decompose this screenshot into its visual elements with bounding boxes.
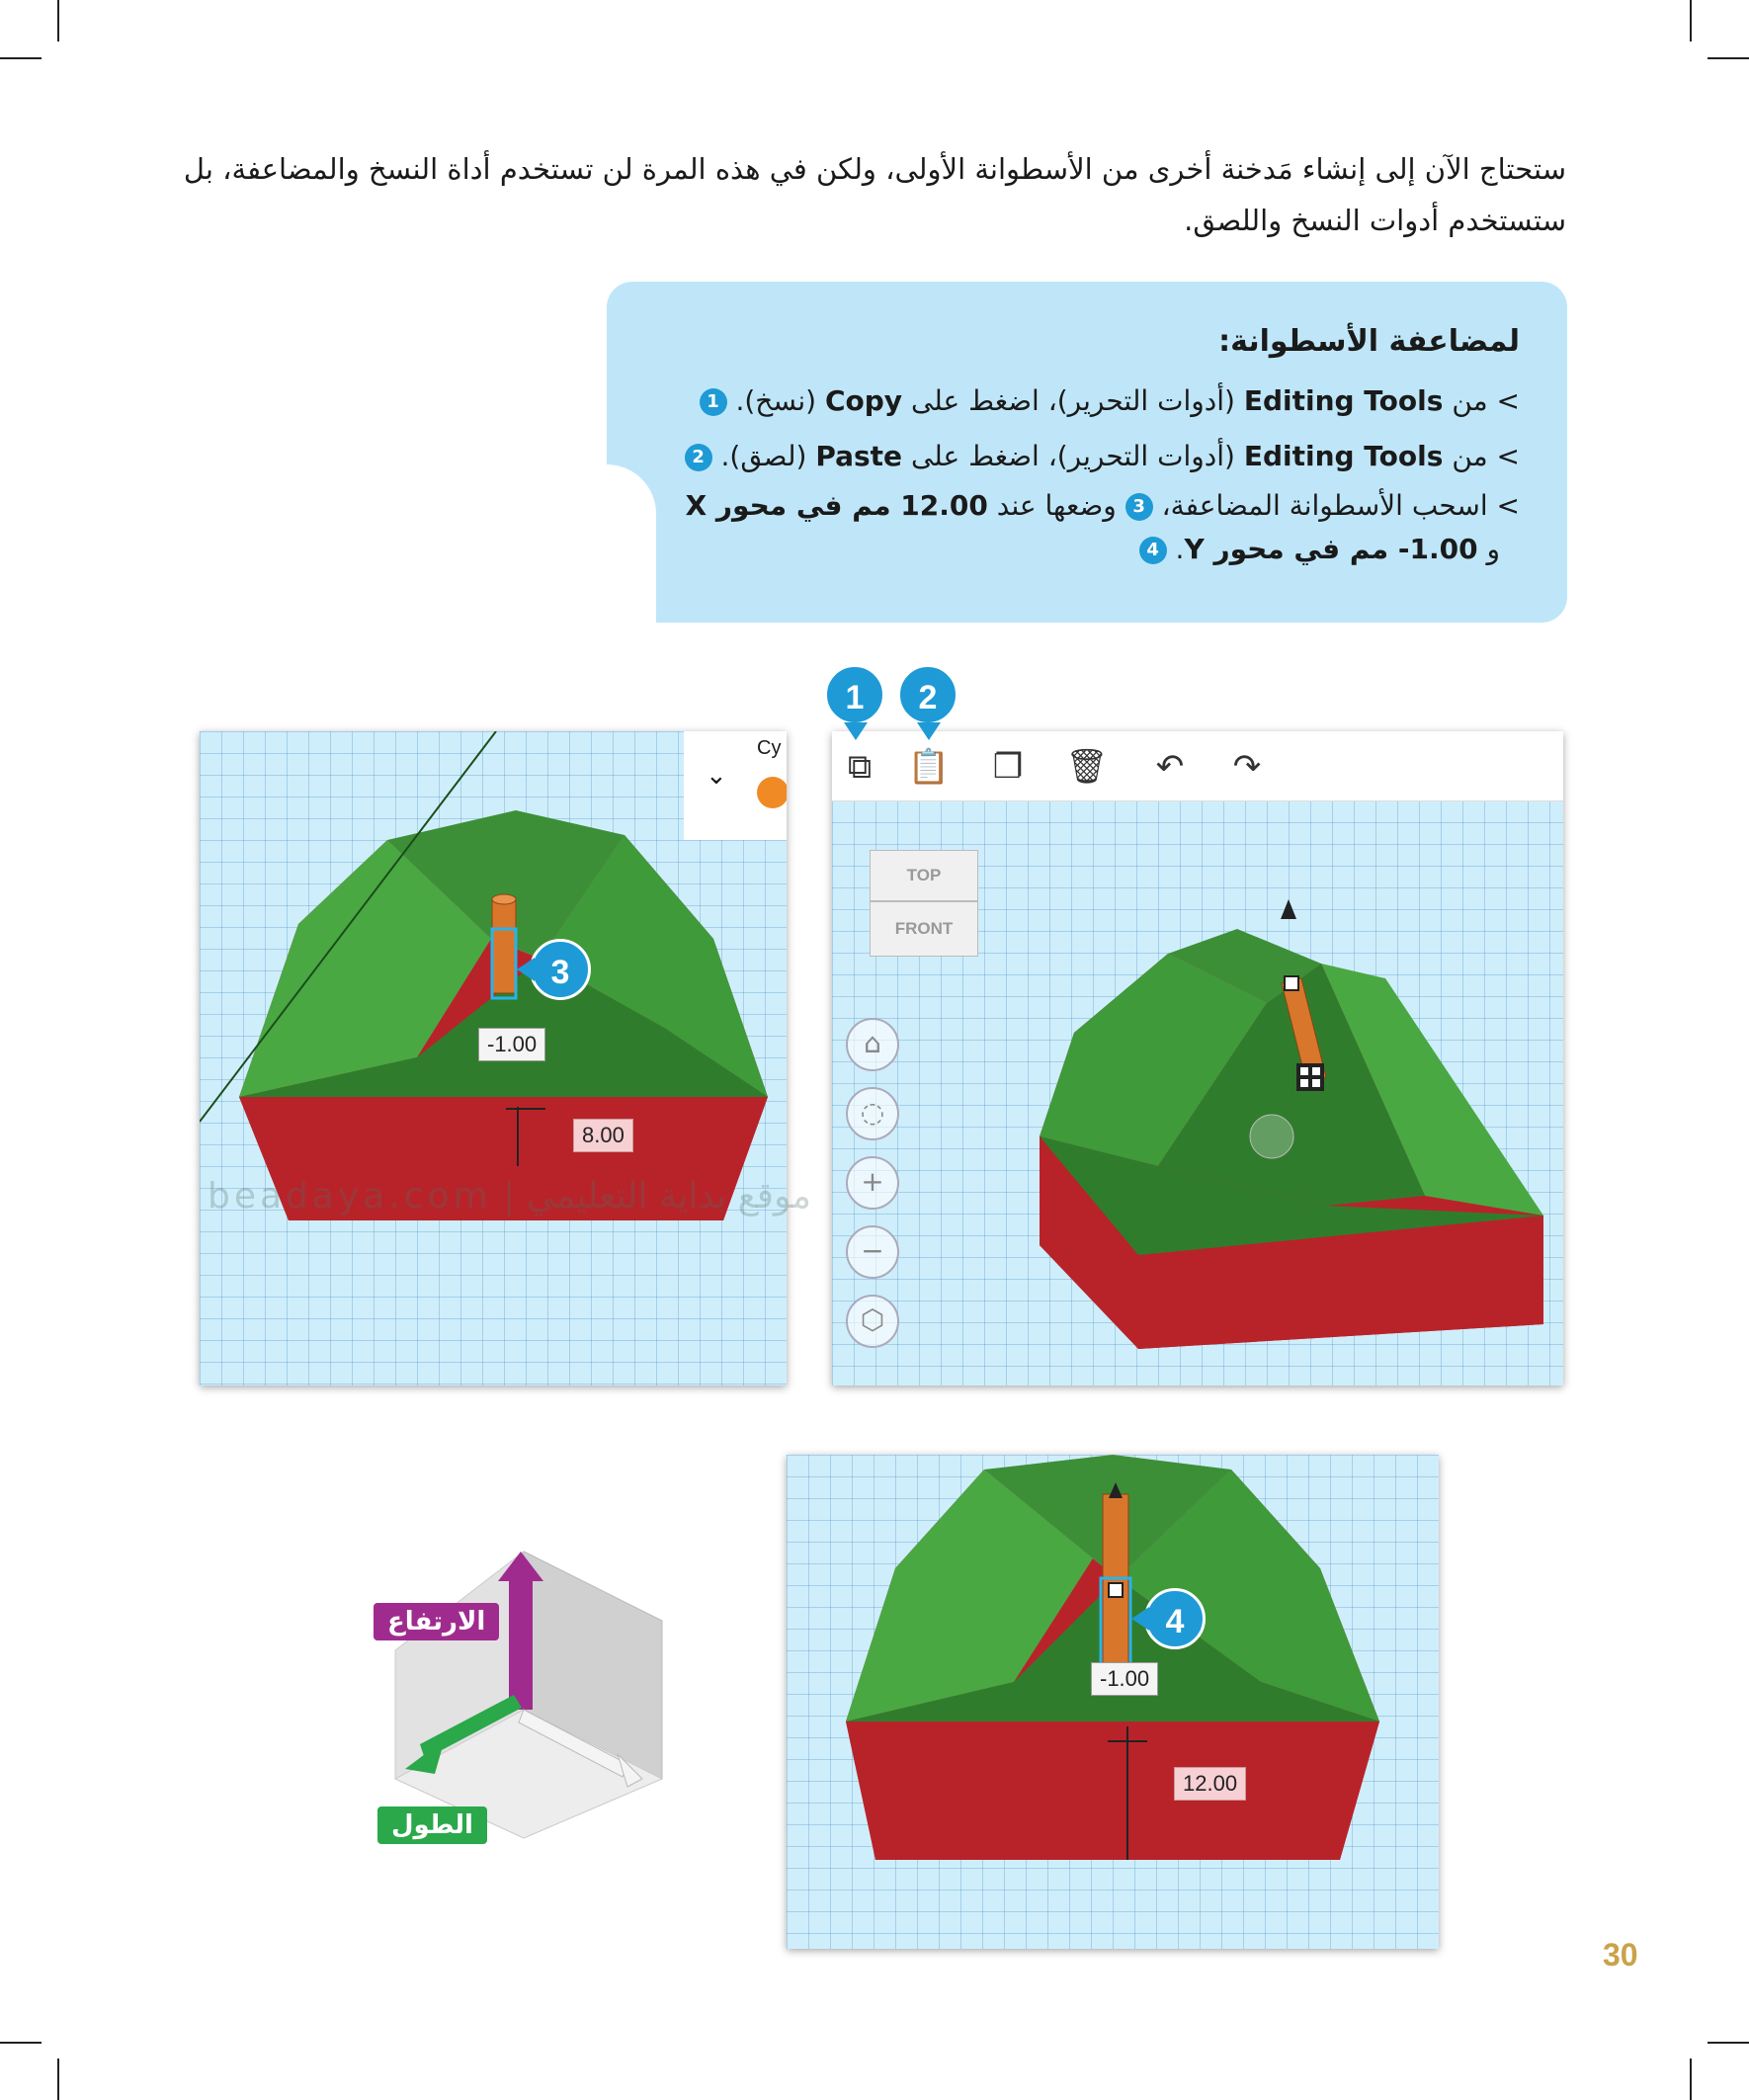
step-text: > من — [1443, 440, 1520, 472]
color-swatch[interactable] — [757, 777, 787, 808]
step-number-badge: 3 — [1125, 493, 1153, 521]
step-copy — [650, 374, 1520, 429]
crop-mark — [1690, 0, 1692, 42]
step-drag — [650, 484, 1520, 528]
step-text: (لصق). — [711, 440, 816, 472]
redo-icon[interactable]: ↷ — [1232, 747, 1262, 787]
step-bold: 1.00- مم في محور Y — [1184, 533, 1478, 565]
home-view-icon[interactable]: ⌂ — [846, 1018, 899, 1071]
undo-icon[interactable]: ↶ — [1155, 747, 1185, 787]
step-text: (نسخ). — [726, 384, 825, 417]
zoom-out-icon[interactable]: − — [846, 1225, 899, 1279]
duplicate-icon[interactable]: ❐ — [992, 747, 1024, 787]
y-position-tag[interactable]: -1.00 — [1091, 1662, 1158, 1696]
step-marker-3: 3 — [530, 939, 591, 1000]
cube-top-face[interactable]: TOP — [870, 850, 978, 901]
step-marker-4: 4 — [1144, 1588, 1206, 1649]
step-text: > من — [1443, 384, 1520, 417]
house-model-final — [787, 1455, 1439, 1949]
screenshot-dragged-cylinder — [200, 731, 787, 1386]
zoom-in-icon[interactable]: + — [846, 1156, 899, 1210]
step-bold: 12.00 مم في محور X — [685, 489, 988, 522]
step-text: . — [1166, 533, 1185, 565]
callout-title: لمضاعفة الأسطوانة: — [1218, 324, 1520, 359]
perspective-icon[interactable]: ⬡ — [846, 1295, 899, 1348]
intro-paragraph: ستحتاج الآن إلى إنشاء مَدخنة أخرى من الأسطوانة الأولى، ولكن في هذه المرة لن تستخدم أداة النسخ والمضاعفة، بل ستستخدم أدوات النسخ واللصق. — [183, 152, 1566, 237]
step-number-badge: 4 — [1139, 537, 1167, 564]
delete-icon[interactable]: 🗑 — [1065, 747, 1109, 787]
crop-mark — [57, 0, 59, 42]
crop-mark — [0, 2042, 42, 2044]
properties-panel — [684, 731, 787, 840]
x-position-tag[interactable]: 12.00 — [1174, 1767, 1246, 1801]
height-label: الارتفاع — [374, 1603, 499, 1640]
step-marker-1: 1 — [824, 664, 885, 725]
step-number-badge: 2 — [685, 444, 712, 471]
step-drag-cont — [650, 528, 1520, 571]
step-text: > اسحب الأسطوانة المضاعفة، — [1152, 489, 1520, 522]
cube-front-face[interactable]: FRONT — [870, 901, 978, 957]
chevron-down-icon[interactable]: ⌄ — [706, 761, 727, 791]
y-position-tag[interactable]: -1.00 — [478, 1028, 545, 1061]
screenshot-final-position — [787, 1455, 1439, 1949]
step-number-badge: 1 — [700, 388, 727, 416]
fit-view-icon[interactable]: ◌ — [846, 1087, 899, 1140]
crop-mark — [1707, 57, 1749, 59]
step-paste — [650, 429, 1520, 484]
step-text: (أدوات التحرير)، اضغط على — [902, 440, 1244, 472]
crop-mark — [0, 57, 42, 59]
watermark: موقع بداية التعليمي | beadaya.com — [208, 1176, 811, 1217]
copy-icon[interactable]: ⧉ — [847, 747, 873, 787]
panel-label: Cy — [757, 737, 782, 759]
crop-mark — [1690, 2058, 1692, 2100]
step-text: وضعها عند — [987, 489, 1125, 522]
paste-icon[interactable]: 📋 — [907, 747, 951, 787]
step-bold: Editing Tools — [1243, 384, 1444, 417]
callout-notch — [607, 464, 656, 623]
step-text: (أدوات التحرير)، اضغط على — [902, 384, 1244, 417]
step-marker-2: 2 — [897, 664, 958, 725]
callout-body — [650, 314, 1520, 571]
step-bold: Editing Tools — [1243, 440, 1444, 472]
crop-mark — [57, 2058, 59, 2100]
z-height-tag[interactable]: 8.00 — [573, 1119, 633, 1152]
house-model-angled — [832, 731, 1563, 1386]
step-text: و — [1477, 533, 1500, 565]
screenshot-editing-tools — [832, 731, 1563, 1386]
crop-mark — [1707, 2042, 1749, 2044]
step-bold: Paste — [815, 440, 903, 472]
page-number: 30 — [1603, 1937, 1638, 1973]
step-bold: Copy — [824, 384, 903, 417]
length-label: الطول — [377, 1806, 487, 1844]
